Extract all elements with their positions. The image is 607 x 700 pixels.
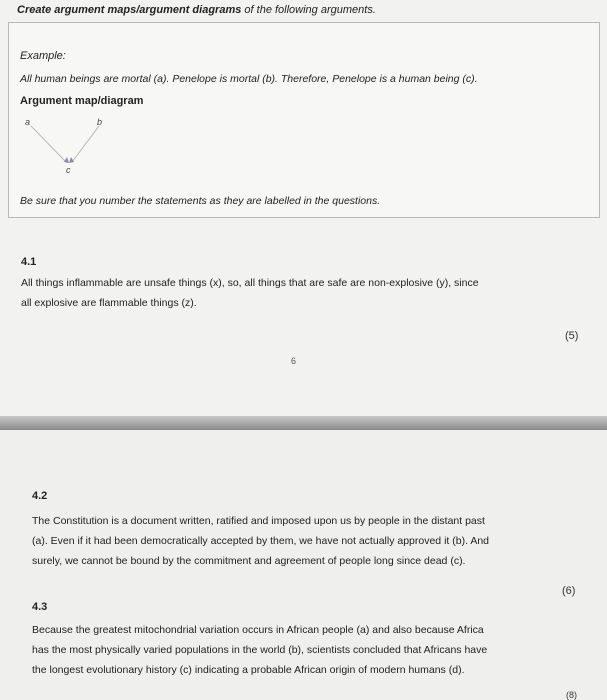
example-box — [8, 22, 600, 218]
diagram-node-a: a — [25, 117, 31, 127]
example-note: Be sure that you number the statements as they are labelled in the questions. — [20, 195, 381, 207]
question-line: The Constitution is a document written, ratified and imposed upon us by people in the distant past — [32, 515, 485, 527]
question-line: surely, we cannot be bound by the commitment and agreement of people long since dead (c). — [32, 555, 466, 567]
marks-4-1: (5) — [565, 330, 579, 342]
diagram-node-c: c — [66, 165, 71, 175]
question-text-4-2 — [32, 511, 489, 571]
question-number-4-2: 4.2 — [32, 490, 48, 502]
question-line: Because the greatest mitochondrial variation occurs in African people (a) and also because Africa — [32, 624, 484, 636]
page-number: 6 — [291, 356, 297, 366]
question-text-4-1 — [21, 273, 479, 313]
page-separator — [0, 416, 607, 430]
question-text-4-3 — [32, 620, 487, 680]
question-line: (a). Even if it had been democratically accepted by them, we have not actually approved it (b). And — [32, 535, 490, 547]
question-line: has the most physically varied populations in the world (b), scientists concluded that Africans have — [32, 644, 488, 656]
question-number-4-1: 4.1 — [21, 256, 37, 268]
diagram-arrow-b-c — [72, 126, 99, 162]
example-label: Example: — [20, 50, 66, 62]
question-line: All things inflammable are unsafe things (x), so, all things that are safe are non-explosive (y), since — [21, 277, 479, 289]
instructions-title — [17, 4, 376, 16]
diagram-node-b: b — [97, 117, 103, 127]
marks-4-2: (6) — [562, 585, 576, 597]
diagram-arrow-a-c — [31, 126, 66, 162]
question-line: all explosive are flammable things (z). — [21, 297, 197, 309]
question-line: the longest evolutionary history (c) indicating a probable African origin of modern humans (d). — [32, 664, 465, 676]
argument-map-heading: Argument map/diagram — [20, 95, 144, 107]
marks-4-3: (8) — [566, 690, 577, 700]
instructions-title-bold: Create argument maps/argument diagrams — [17, 4, 242, 16]
example-text: All human beings are mortal (a). Penelope is mortal (b). Therefore, Penelope is a human being (c). — [20, 73, 478, 85]
question-number-4-3: 4.3 — [32, 601, 48, 613]
next-page — [0, 430, 607, 700]
instructions-title-rest: of the following arguments. — [241, 4, 376, 16]
